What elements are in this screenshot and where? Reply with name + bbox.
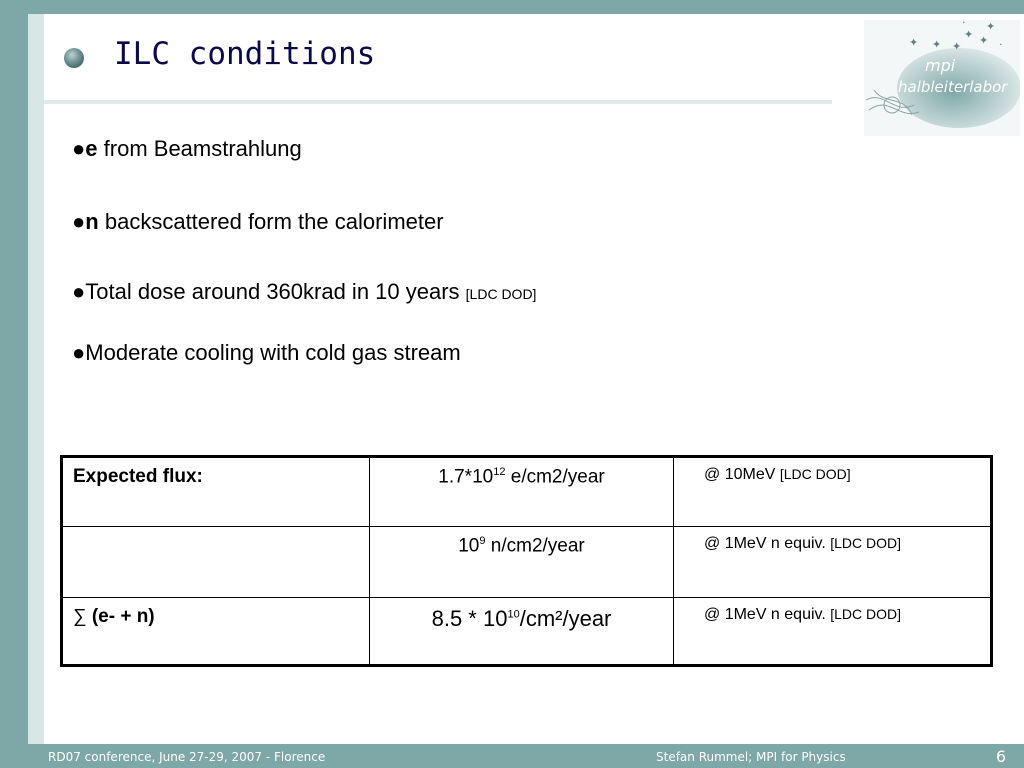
svg-text:·: · — [962, 20, 966, 29]
logo-text-mpi: mpi — [925, 56, 956, 75]
bullet-dot: ● — [72, 209, 86, 234]
bullet-reference: [LDC DOD] — [465, 286, 537, 302]
left-frame-bar — [0, 0, 28, 768]
bullet-bold: e — [85, 136, 98, 161]
table-cell-value: $8.5 * 10^{10}/cm^2$/year — [370, 598, 674, 666]
bullet-dot: ● — [72, 279, 86, 304]
bullet-bold: n — [85, 209, 99, 234]
table-cell-label: Expected flux: — [62, 457, 370, 527]
svg-text:✦: ✦ — [932, 38, 942, 51]
svg-text:·: · — [999, 38, 1003, 51]
svg-text:✦: ✦ — [952, 40, 962, 53]
logo-text-halbleiterlabor: halbleiterlabor — [898, 78, 1008, 96]
table-row — [62, 598, 992, 666]
bullet-item — [72, 279, 536, 305]
table-row — [62, 527, 992, 598]
slide-title: ILC conditions — [114, 36, 376, 72]
bullet-item — [72, 340, 461, 366]
bullet-item — [72, 209, 444, 235]
table-cell-label: ∑ (e- + n) — [62, 598, 370, 666]
flux-table — [60, 455, 993, 667]
table-cell-energy: @ 1MeV n equiv. [LDC DOD] — [674, 527, 992, 598]
table-cell-value: $10^9$ n/cm2/year — [370, 527, 674, 598]
table-cell-label — [62, 527, 370, 598]
table-cell-energy: @ 1MeV n equiv. [LDC DOD] — [674, 598, 992, 666]
title-divider — [44, 100, 832, 104]
title-bullet-icon — [64, 48, 84, 68]
footer-author: Stefan Rummel; MPI for Physics — [656, 750, 846, 764]
table-row — [62, 457, 992, 527]
svg-text:✦: ✦ — [964, 28, 974, 41]
bullet-dot: ● — [72, 136, 86, 161]
table-cell-value: $1.7*10^{12}$ e/cm2/year — [370, 457, 674, 527]
top-frame-bar — [0, 0, 1024, 14]
svg-text:✦: ✦ — [979, 34, 989, 47]
page-number: 6 — [995, 747, 1006, 766]
footer-conference: RD07 conference, June 27-29, 2007 - Florence — [48, 750, 326, 764]
bullet-text: from Beamstrahlung — [97, 136, 302, 161]
svg-text:✦: ✦ — [986, 20, 996, 33]
svg-text:✦: ✦ — [909, 36, 919, 49]
bullet-text: Moderate cooling with cold gas stream — [85, 340, 461, 365]
bullet-dot: ● — [72, 340, 86, 365]
bullet-text: backscattered form the calorimeter — [98, 209, 444, 234]
table-cell-energy: @ 10MeV [LDC DOD] — [674, 457, 992, 527]
bullet-text: Total dose around 360krad in 10 years — [85, 279, 466, 304]
bullet-item — [72, 136, 302, 162]
left-frame-inner-bar — [28, 14, 44, 744]
